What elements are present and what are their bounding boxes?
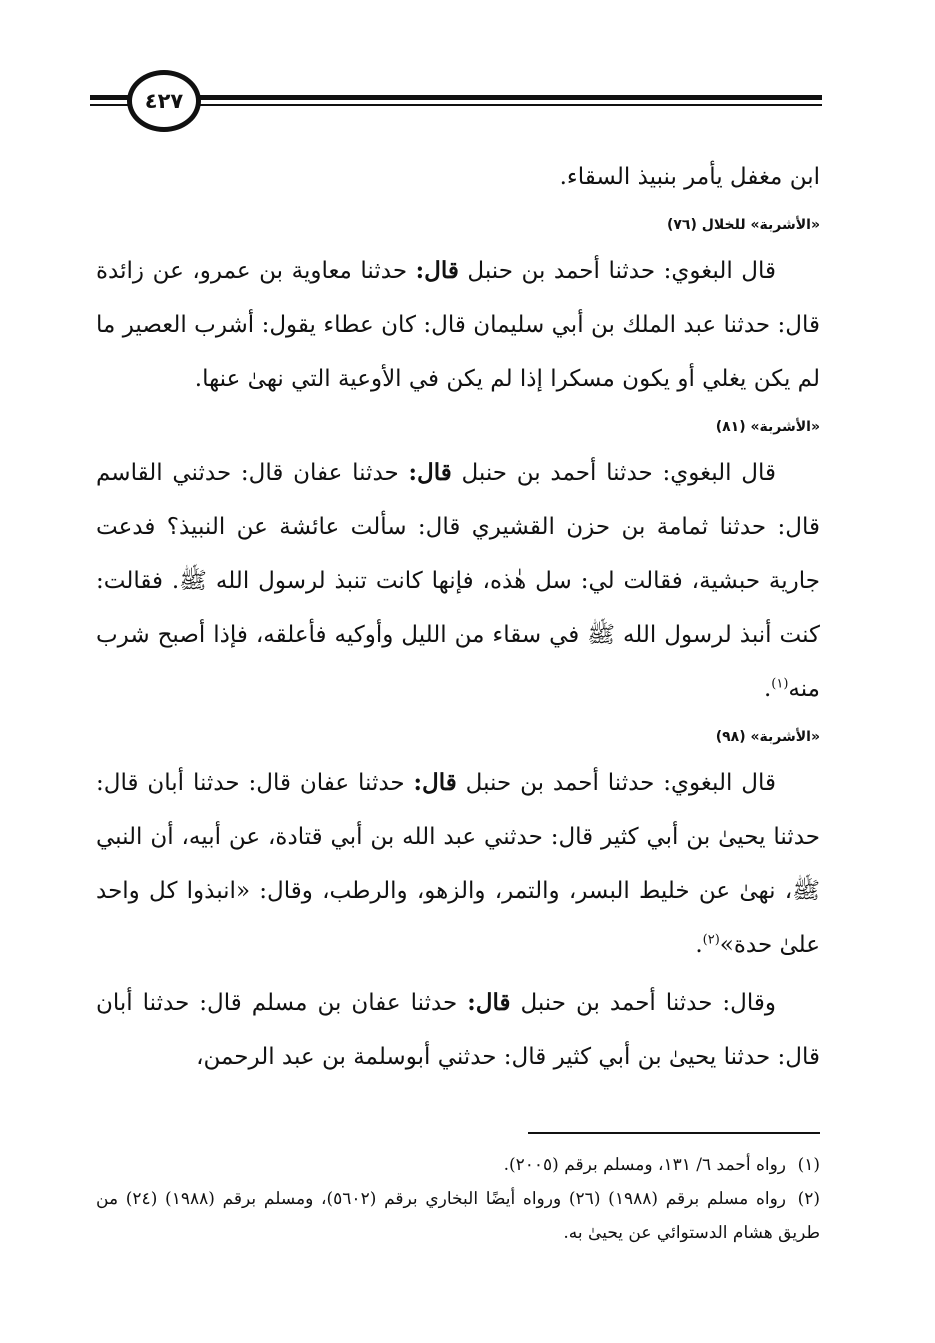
paragraph-2: [96, 244, 820, 406]
paragraph-2-lead: قال البغوي: حدثنا أحمد بن حنبل: [458, 258, 776, 284]
paragraph-5-rest: حدثنا عفان بن مسلم قال: حدثنا أبان قال: حدثنا يحيىٰ بن أبي كثير قال: حدثني أبوسلمة بن عبد الرحمن،: [96, 990, 820, 1070]
paragraph-3-bold: قال:: [408, 459, 452, 486]
paragraph-3: [96, 446, 820, 716]
footnote-2-number: (٢): [797, 1189, 821, 1209]
footnote-1-text: رواه أحمد ٦/ ١٣١، ومسلم برقم (٢٠٠٥).: [503, 1155, 786, 1175]
footnotes: [96, 1148, 820, 1250]
footnote-ref-2[interactable]: (٢): [702, 932, 720, 948]
page-number-badge: [127, 70, 201, 132]
footnote-2: [96, 1182, 820, 1250]
header-rule-left: [90, 95, 130, 100]
paragraph-3-lead: قال البغوي: حدثنا أحمد بن حنبل: [451, 460, 776, 486]
paragraph-3-rest: حدثنا عفان قال: حدثني القاسم قال: حدثنا ثمامة بن حزن القشيري قال: سألت عائشة عن النبيذ؟ فدعت جارية حبشية، فقالت لي: سل هٰذه، فإنها كانت تنبذ لرسول الله ﷺ. فقالت: كنت أنبذ لرسول الله ﷺ في سقاء من الليل وأوكيه فأعلقه، فإذا أصبح شرب منه: [96, 460, 820, 702]
source-reference-1: «الأشربة» للخلال (٧٦): [666, 217, 820, 233]
paragraph-2-bold: قال:: [415, 257, 459, 284]
paragraph-2-rest: حدثنا معاوية بن عمرو، عن زائدة قال: حدثنا عبد الملك بن أبي سليمان قال: كان عطاء يقول: أشرب العصير ما لم يكن يغلي أو يكون مسكرا إذا لم يكن في الأوعية التي نهىٰ عنها.: [96, 258, 820, 392]
paragraph-5-lead: وقال: حدثنا أحمد بن حنبل: [510, 990, 776, 1016]
paragraph-5: [96, 976, 820, 1084]
page-number: ٤٢٧: [144, 89, 184, 113]
main-text: [96, 150, 820, 1084]
page-header: [90, 70, 822, 140]
footnote-2-text: رواه مسلم برقم (١٩٨٨) (٢٦) ورواه أيضًا البخاري برقم (٥٦٠٢)، ومسلم برقم (١٩٨٨) (٢٤) من طريق هشام الدستوائي عن يحيىٰ به.: [96, 1189, 820, 1243]
paragraph-4: [96, 756, 820, 972]
footnote-separator: [528, 1132, 820, 1134]
paragraph-4-end: .: [695, 932, 703, 958]
paragraph-4-bold: قال:: [413, 769, 457, 796]
footnote-1: [96, 1148, 820, 1182]
header-rule-left-thin: [90, 104, 130, 106]
header-rule-right: [200, 95, 822, 100]
paragraph-3-end: .: [763, 676, 772, 702]
source-reference-3: «الأشربة» (٩٨): [715, 729, 820, 745]
paragraph-4-rest: حدثنا عفان قال: حدثنا أبان قال: حدثنا يحيىٰ بن أبي كثير قال: حدثني عبد الله بن أبي قتادة، عن أبيه، أن النبي ﷺ، نهىٰ عن خليط البسر، والتمر، والزهو، والرطب، وقال: «انبذوا كل واحد علىٰ حدة»: [96, 770, 820, 958]
paragraph-1: ابن مغفل يأمر بنبيذ السقاء.: [559, 164, 820, 190]
header-rule-right-thin: [200, 104, 822, 106]
footnote-ref-1[interactable]: (١): [771, 676, 789, 692]
footnote-1-number: (١): [797, 1155, 820, 1175]
paragraph-4-lead: قال البغوي: حدثنا أحمد بن حنبل: [456, 770, 776, 796]
paragraph-5-bold: قال:: [467, 989, 511, 1016]
source-reference-2: «الأشربة» (٨١): [715, 419, 820, 435]
